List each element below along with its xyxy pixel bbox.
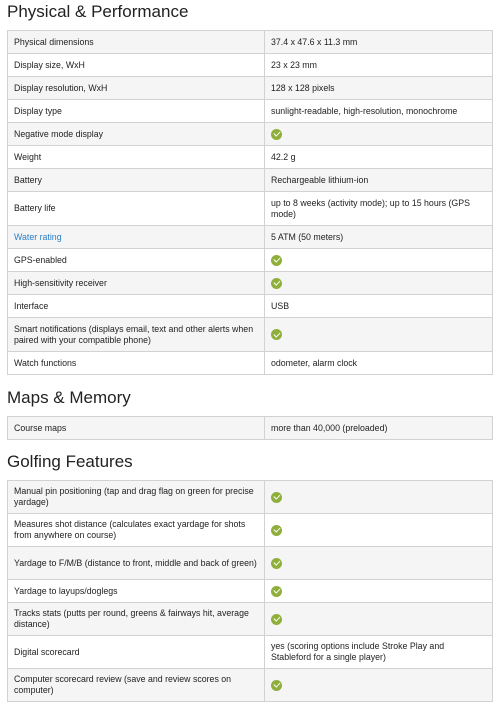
section-title-physical: Physical & Performance xyxy=(7,2,189,21)
table-row xyxy=(8,100,493,123)
spec-value: 5 ATM (50 meters) xyxy=(265,226,493,249)
table-row xyxy=(8,352,493,375)
spec-label: Yardage to layups/doglegs xyxy=(8,580,265,603)
table-row xyxy=(8,192,493,226)
spec-value: up to 8 weeks (activity mode); up to 15 hours (GPS mode) xyxy=(265,192,493,226)
spec-value: 42.2 g xyxy=(265,146,493,169)
physical-specs-table xyxy=(7,30,493,375)
spec-value-check xyxy=(265,481,493,514)
spec-label: Tracks stats (putts per round, greens & fairways hit, average distance) xyxy=(8,603,265,636)
spec-label: Negative mode display xyxy=(8,123,265,146)
table-row xyxy=(8,580,493,603)
spec-value-check xyxy=(265,123,493,146)
water-rating-link[interactable]: Water rating xyxy=(8,226,265,249)
spec-value: 23 x 23 mm xyxy=(265,54,493,77)
spec-label: Battery life xyxy=(8,192,265,226)
spec-value-check xyxy=(265,514,493,547)
spec-label: Physical dimensions xyxy=(8,31,265,54)
spec-label: Interface xyxy=(8,295,265,318)
section-title-golfing: Golfing Features xyxy=(7,452,133,471)
table-row xyxy=(8,77,493,100)
spec-label: Measures shot distance (calculates exact yardage for shots from anywhere on course) xyxy=(8,514,265,547)
spec-label: Weight xyxy=(8,146,265,169)
table-row xyxy=(8,636,493,669)
spec-label: Battery xyxy=(8,169,265,192)
table-row xyxy=(8,417,493,440)
spec-value: 37.4 x 47.6 x 11.3 mm xyxy=(265,31,493,54)
check-circle-icon xyxy=(271,278,282,289)
spec-label: Display resolution, WxH xyxy=(8,77,265,100)
spec-value-check xyxy=(265,669,493,702)
check-circle-icon xyxy=(271,614,282,625)
check-circle-icon xyxy=(271,680,282,691)
spec-value: odometer, alarm clock xyxy=(265,352,493,375)
spec-value-check xyxy=(265,249,493,272)
maps-specs-table xyxy=(7,416,493,440)
table-row xyxy=(8,547,493,580)
check-circle-icon xyxy=(271,586,282,597)
section-title-maps: Maps & Memory xyxy=(7,388,131,407)
table-row xyxy=(8,146,493,169)
check-circle-icon xyxy=(271,255,282,266)
spec-value-check xyxy=(265,603,493,636)
table-row xyxy=(8,226,493,249)
spec-label: High-sensitivity receiver xyxy=(8,272,265,295)
spec-value: USB xyxy=(265,295,493,318)
spec-value-check xyxy=(265,318,493,352)
table-row xyxy=(8,295,493,318)
spec-label: Display size, WxH xyxy=(8,54,265,77)
table-row xyxy=(8,318,493,352)
check-circle-icon xyxy=(271,525,282,536)
spec-label: GPS-enabled xyxy=(8,249,265,272)
spec-value: sunlight-readable, high-resolution, monochrome xyxy=(265,100,493,123)
table-row xyxy=(8,249,493,272)
table-row xyxy=(8,514,493,547)
check-circle-icon xyxy=(271,492,282,503)
table-row xyxy=(8,54,493,77)
table-row xyxy=(8,669,493,702)
table-row xyxy=(8,481,493,514)
spec-label: Smart notifications (displays email, text and other alerts when paired with your compatible phone) xyxy=(8,318,265,352)
spec-value-check xyxy=(265,547,493,580)
check-circle-icon xyxy=(271,129,282,140)
spec-label: Display type xyxy=(8,100,265,123)
spec-label: Digital scorecard xyxy=(8,636,265,669)
spec-label: Yardage to F/M/B (distance to front, middle and back of green) xyxy=(8,547,265,580)
spec-value: 128 x 128 pixels xyxy=(265,77,493,100)
spec-label: Watch functions xyxy=(8,352,265,375)
table-row xyxy=(8,169,493,192)
spec-label: Course maps xyxy=(8,417,265,440)
check-circle-icon xyxy=(271,329,282,340)
spec-label: Computer scorecard review (save and review scores on computer) xyxy=(8,669,265,702)
spec-value: Rechargeable lithium-ion xyxy=(265,169,493,192)
spec-value: more than 40,000 (preloaded) xyxy=(265,417,493,440)
spec-value-check xyxy=(265,272,493,295)
table-row xyxy=(8,123,493,146)
spec-value-check xyxy=(265,580,493,603)
table-row xyxy=(8,31,493,54)
table-row xyxy=(8,272,493,295)
spec-value: yes (scoring options include Stroke Play and Stableford for a single player) xyxy=(265,636,493,669)
table-row xyxy=(8,603,493,636)
spec-label: Manual pin positioning (tap and drag flag on green for precise yardage) xyxy=(8,481,265,514)
check-circle-icon xyxy=(271,558,282,569)
golfing-specs-table xyxy=(7,480,493,702)
